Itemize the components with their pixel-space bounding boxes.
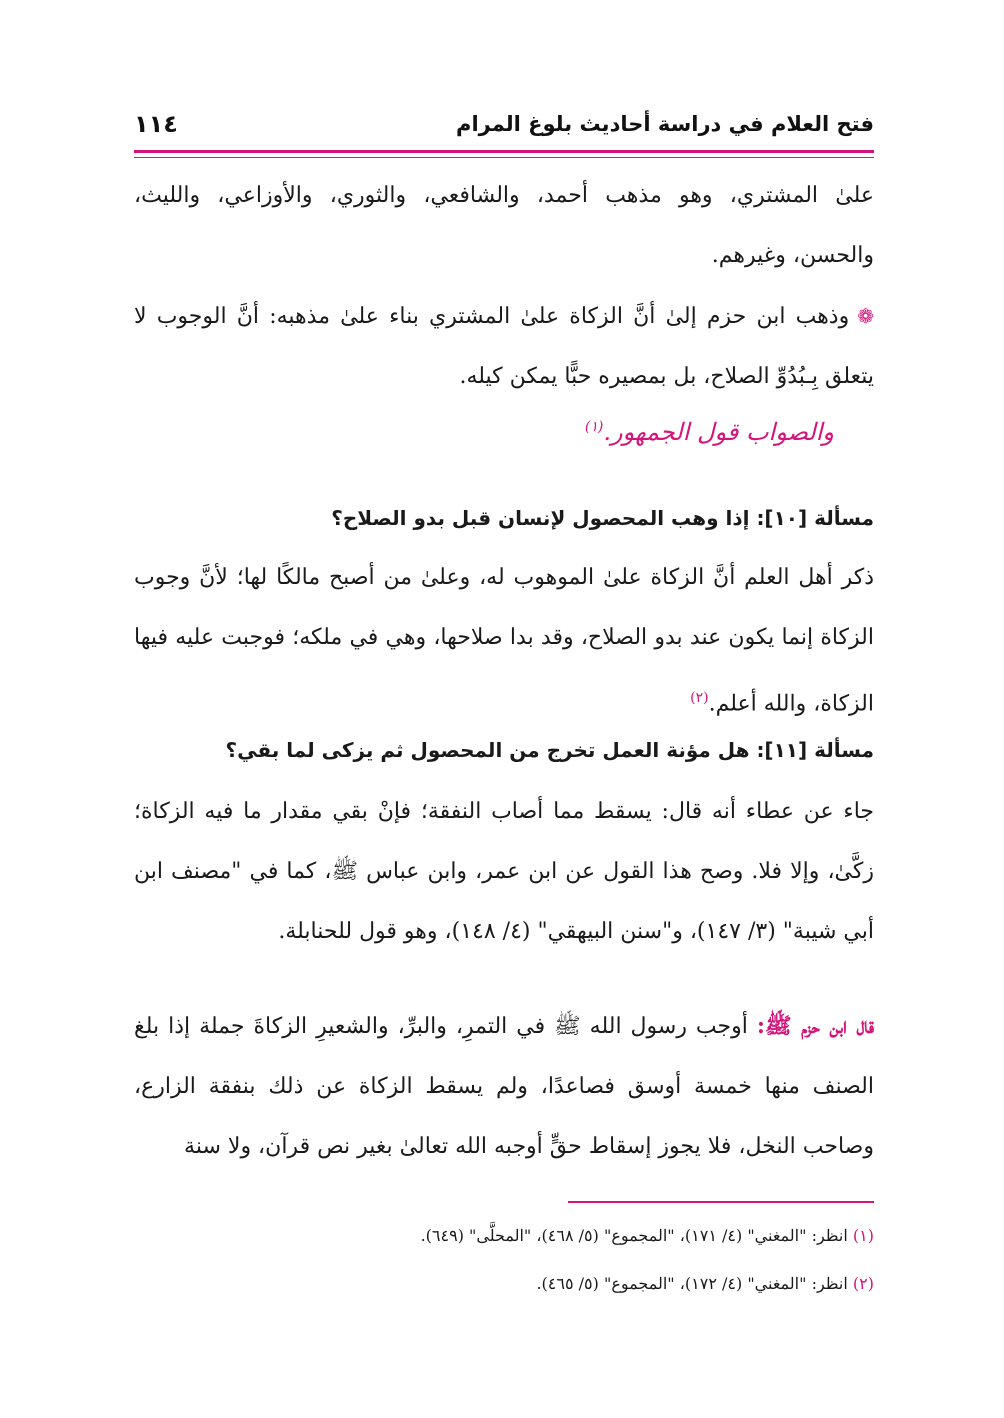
question-10-label: مسألة [١٠]: (756, 506, 874, 530)
header-rule-thin (134, 157, 874, 158)
footnote-ref-1: (١) (584, 419, 604, 435)
paragraph-5-text: أوجب رسول الله ﷺ في التمرِ، والبرِّ، والشعيرِ الزكاةَ جملة إذا بلغ الصنف منها خمسة أوسق فصاعدًا، ولم يسقط الزكاة عن ذلك بنفقة الزارع، وصاحب النخل، فلا يجوز إسقاط حقٍّ أوجبه الله تعالىٰ بغير نص قرآن، ولا سنة (134, 1014, 874, 1159)
paragraph-1-text: علىٰ المشتري، وهو مذهب أحمد، والشافعي، والثوري، والأوزاعي، والليث، والحسن، وغيرهم. (134, 183, 874, 268)
paragraph-2-text: وذهب ابن حزم إلىٰ أنَّ الزكاة علىٰ المشتري بناء علىٰ مذهبه: أنَّ الوجوب لا يتعلق بِـبُدُوِّ الصلاح، بل بمصيره حبًّا يمكن كيله. (134, 304, 874, 389)
question-11-heading (134, 738, 874, 762)
question-10-text: إذا وهب المحصول لإنسان قبل بدو الصلاح؟ (331, 506, 750, 530)
paragraph-2 (134, 286, 874, 407)
footnote-1-number: (١) (852, 1226, 874, 1245)
footnote-ref-2: (٢) (690, 690, 709, 706)
footnote-rule (568, 1201, 874, 1203)
flower-marker-icon: ❁ (857, 304, 874, 328)
question-10-heading (134, 506, 874, 530)
page-number: ١١٤ (134, 110, 178, 138)
header-rule-thick (134, 150, 874, 153)
footnote-1 (134, 1226, 874, 1245)
conclusion-line (585, 418, 834, 446)
ibn-hazm-lead: قال ابن حزم ﷺ: (756, 1013, 874, 1039)
paragraph-1 (134, 166, 874, 286)
paragraph-3-text: ذكر أهل العلم أنَّ الزكاة علىٰ الموهوب له، وعلىٰ من أصبح مالكًا لها؛ لأنَّ وجوب الزكاة إنما يكون عند بدو الصلاح، وقد بدا صلاحها، وهي في ملكه؛ فوجبت عليه فيها الزكاة، والله أعلم. (134, 565, 874, 717)
footnote-1-text: انظر: "المغني" (٤/ ١٧١)، "المجموع" (٥/ ٤٦٨)، "المحلَّى" (٦٤٩). (420, 1226, 848, 1245)
paragraph-4-text: جاء عن عطاء أنه قال: يسقط مما أصاب النفقة؛ فإنْ بقي مقدار ما فيه الزكاة؛ زكَّىٰ، وإلا فلا. وصح هذا القول عن ابن عمر، وابن عباس ﷺ، كما في "مصنف ابن أبي شيبة" (٣/ ١٤٧)، و"سنن البيهقي" (٤/ ١٤٨)، وهو قول للحنابلة. (134, 799, 874, 944)
page-header (134, 112, 874, 148)
paragraph-5 (134, 996, 874, 1177)
question-11-label: مسألة [١١]: (756, 738, 874, 762)
question-11-text: هل مؤنة العمل تخرج من المحصول ثم يزكى لما بقي؟ (225, 738, 750, 762)
footnote-2 (134, 1274, 874, 1293)
book-title: فتح العلام في دراسة أحاديث بلوغ المرام (456, 112, 874, 136)
footnote-2-text: انظر: "المغني" (٤/ ١٧٢)، "المجموع" (٥/ ٤٦٥). (536, 1274, 848, 1293)
conclusion-text: والصواب قول الجمهور. (603, 418, 834, 446)
paragraph-3 (134, 548, 874, 734)
paragraph-4 (134, 782, 874, 962)
footnote-2-number: (٢) (852, 1274, 874, 1293)
